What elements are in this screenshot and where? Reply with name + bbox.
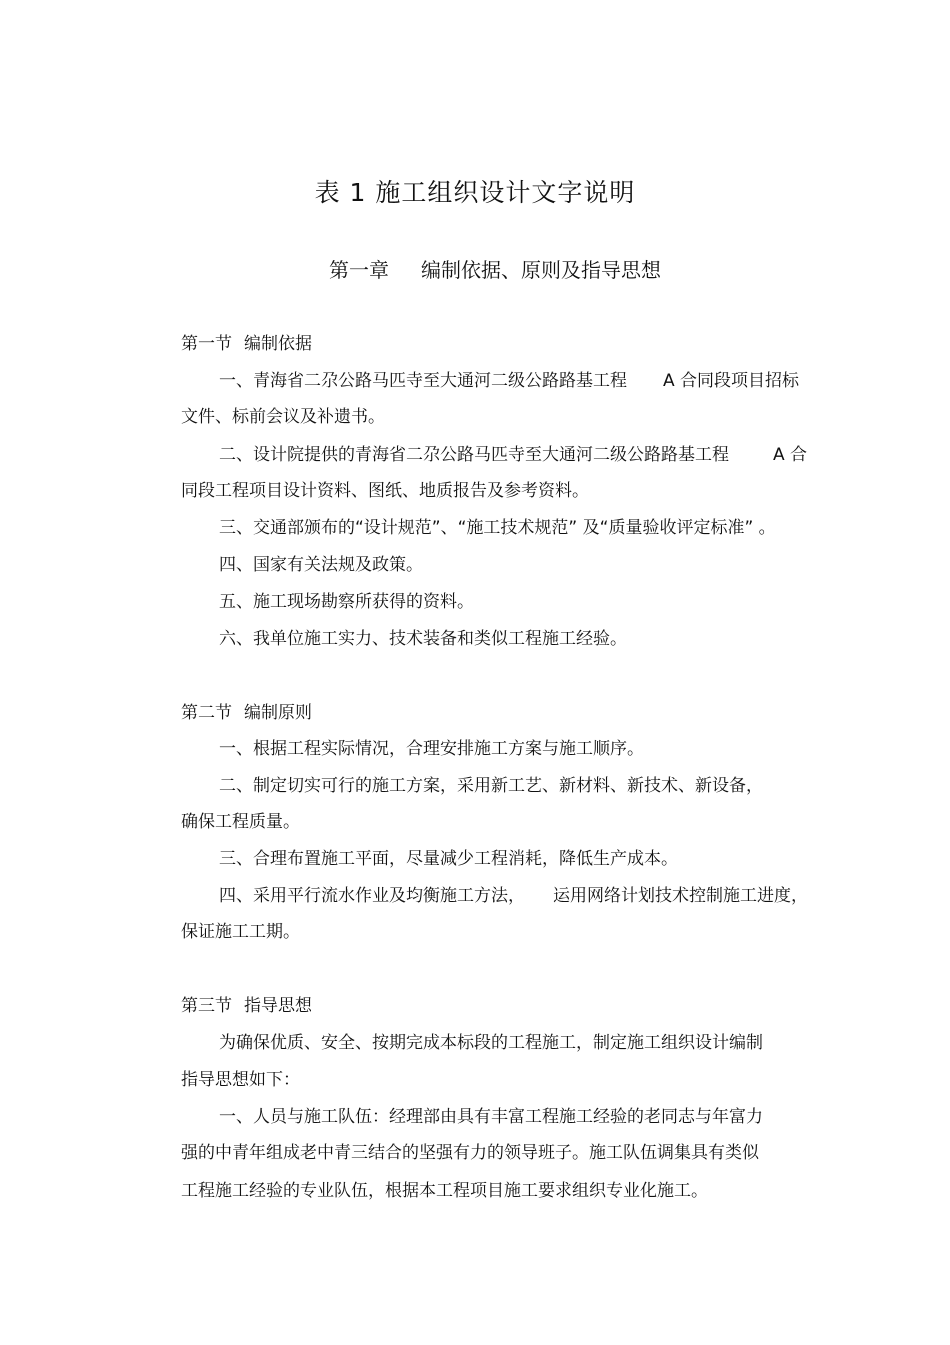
section-number: 第三节 bbox=[181, 996, 232, 1016]
text-run: A 合同段项目招标 bbox=[663, 371, 800, 391]
text-run: 一、青海省二尕公路马匹寺至大通河二级公路路基工程 bbox=[219, 371, 627, 391]
paragraph-line: 同段工程项目设计资料、图纸、地质报告及参考资料。 bbox=[181, 481, 589, 501]
paragraph-line: 为确保优质、安全、按期完成本标段的工程施工，制定施工组织设计编制 bbox=[219, 1033, 763, 1053]
paragraph-line: 六、我单位施工实力、技术装备和类似工程施工经验。 bbox=[219, 629, 627, 649]
section-name: 编制原则 bbox=[244, 703, 312, 723]
paragraph-line: 强的中青年组成老中青三结合的坚强有力的领导班子。施工队伍调集具有类似 bbox=[181, 1143, 759, 1163]
paragraph-line bbox=[219, 885, 808, 907]
paragraph-line: 一、根据工程实际情况，合理安排施工方案与施工顺序。 bbox=[219, 739, 644, 759]
paragraph-line: 一、人员与施工队伍：经理部由具有丰富工程施工经验的老同志与年富力 bbox=[219, 1107, 763, 1127]
text-run: 运用网络计划技术控制施工进度， bbox=[553, 886, 808, 906]
paragraph-line: 四、国家有关法规及政策。 bbox=[219, 555, 423, 575]
paragraph-line: 确保工程质量。 bbox=[181, 812, 300, 832]
text-run: 二、设计院提供的青海省二尕公路马匹寺至大通河二级公路路基工程 bbox=[219, 445, 729, 465]
paragraph-line: 三、合理布置施工平面，尽量减少工程消耗，降低生产成本。 bbox=[219, 849, 678, 869]
section-name: 指导思想 bbox=[244, 996, 312, 1016]
section-1-heading bbox=[181, 333, 312, 355]
text-run: 四、采用平行流水作业及均衡施工方法， bbox=[219, 886, 525, 906]
chapter-number: 第一章 bbox=[329, 258, 389, 282]
paragraph-line bbox=[219, 370, 799, 392]
paragraph-line: 工程施工经验的专业队伍，根据本工程项目施工要求组织专业化施工。 bbox=[181, 1181, 708, 1201]
paragraph-line bbox=[219, 444, 807, 466]
section-number: 第二节 bbox=[181, 703, 232, 723]
section-name: 编制依据 bbox=[244, 334, 312, 354]
chapter-heading bbox=[0, 256, 950, 284]
paragraph-line: 五、施工现场勘察所获得的资料。 bbox=[219, 592, 474, 612]
section-3-heading bbox=[181, 995, 312, 1017]
section-2-heading bbox=[181, 702, 312, 724]
paragraph-line: 文件、标前会议及补遗书。 bbox=[181, 407, 385, 427]
document-title: 表 1 施工组织设计文字说明 bbox=[314, 178, 636, 207]
chapter-name: 编制依据、原则及指导思想 bbox=[421, 258, 661, 282]
paragraph-line: 三、交通部颁布的“设计规范”、“施工技术规范” 及“质量验收评定标准” 。 bbox=[219, 518, 776, 538]
paragraph-line: 指导思想如下： bbox=[181, 1070, 300, 1090]
paragraph-line: 保证施工工期。 bbox=[181, 922, 300, 942]
section-number: 第一节 bbox=[181, 334, 232, 354]
paragraph-line: 二、制定切实可行的施工方案，采用新工艺、新材料、新技术、新设备， bbox=[219, 776, 763, 796]
text-run: A 合 bbox=[773, 445, 808, 465]
